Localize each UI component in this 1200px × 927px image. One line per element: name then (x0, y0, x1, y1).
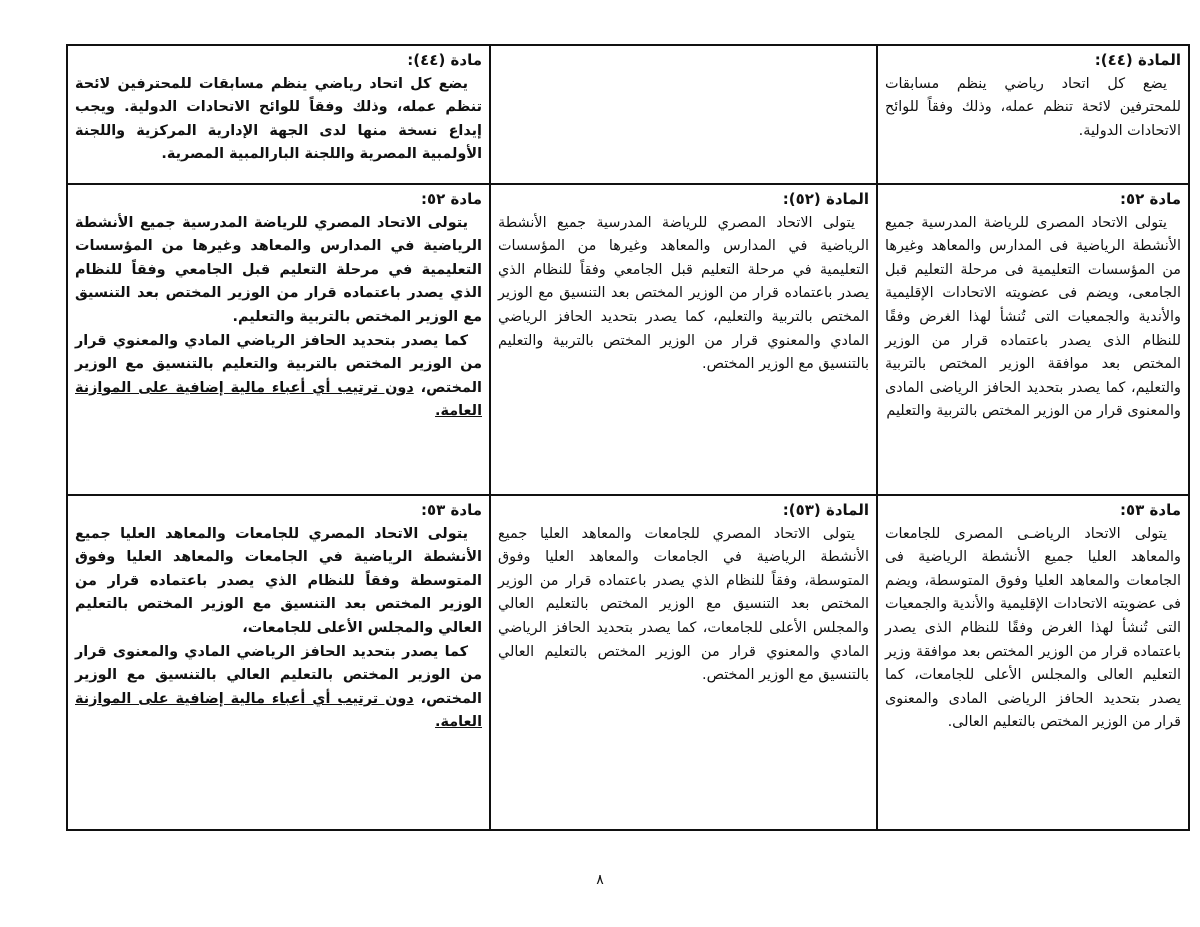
article-heading: مادة ٥٣: (420, 501, 482, 519)
table-row (67, 45, 1189, 184)
article-heading: مادة ٥٣: (1119, 501, 1181, 519)
article-text: يتولى الاتحاد المصري للجامعات والمعاهد العليا جميع الأنشطة الرياضية في الجامعات والمعاهد العليا وفوق المتوسطة وفقاً للنظام الذي يصدر باعتماده قرار من الوزير المختص بعد التنسيق مع الوزير المختص بالتعليم العالي والمجلس الأعلى للجامعات، (75, 525, 482, 636)
cell-final-text (67, 495, 490, 830)
article-text: يتولى الاتحاد المصرى للرياضة المدرسية جميع الأنشطة الرياضية فى المدارس والمعاهد وغيرها من المؤسسات التعليمية فى مرحلة التعليم قبل الجامعى، ويضم فى عضويته الاتحادات الإقليمية والأندية والجمعيات التى تُنشأ لهذا الغرض وفقًا للنظام الذى يصدر باعتماده قرار من الوزير المختص بعد موافقة الوزير المختص بالتربية والتعليم، كما يصدر بتحديد الحافز الرياضى المادى والمعنوى قرار من الوزير المختص بالتربية والتعليم (885, 214, 1181, 420)
article-heading: المادة (٥٣): (782, 501, 869, 519)
cell-final-text (67, 184, 490, 495)
table-row (67, 495, 1189, 830)
article-heading: مادة ٥٢: (1119, 190, 1181, 208)
cell-original-text (877, 45, 1189, 184)
article-heading: المادة (٥٢): (782, 190, 869, 208)
underlined-clause: دون ترتيب أي أعباء مالية إضافية على الموازنة العامة. (75, 379, 482, 420)
article-text: يضع كل اتحاد رياضي ينظم مسابقات للمحترفين لائحة تنظم عمله، وذلك وفقاً للوائح الاتحادات الدولية. ويجب إيداع نسخة منها لدى الجهة الإدارية المركزية واللجنة الأولمبية المصرية واللجنة البارالمبية المصرية. (75, 75, 482, 163)
page-number: ٨ (596, 872, 604, 888)
cell-proposed-text (490, 495, 877, 830)
article-text: يضع كل اتحاد رياضي ينظم مسابقات للمحترفين لائحة تنظم عمله، وذلك وفقاً للوائح الاتحادات الدولية. (885, 75, 1181, 139)
cell-proposed-text (490, 184, 877, 495)
cell-proposed-text (490, 45, 877, 184)
article-text: يتولى الاتحاد المصري للرياضة المدرسية جميع الأنشطة الرياضية في المدارس والمعاهد وغيرها من المؤسسات التعليمية في مرحلة التعليم قبل الجامعي وفقاً للنظام الذي يصدر باعتماده قرار من الوزير المختص بعد التنسيق مع الوزير المختص بالتربية والتعليم. (75, 214, 482, 325)
cell-original-text (877, 495, 1189, 830)
article-text: يتولى الاتحاد المصري للجامعات والمعاهد العليا جميع الأنشطة الرياضية في الجامعات والمعاهد العليا وفوق المتوسطة، وفقاً للنظام الذي يصدر باعتماده قرار من الوزير المختص بعد التنسيق مع الوزير المختص بالتعليم العالي والمجلس الأعلى للجامعات، كما يصدر بتحديد الحافز الرياضي المادي والمعنوي قرار من الوزير المختص بالتعليم العالي بالتنسيق مع الوزير المختص. (498, 525, 869, 684)
article-text: كما يصدر بتحديد الحافز الرياضي المادي والمعنوي قرار من الوزير المختص بالتربية والتعليم بالتنسيق مع الوزير المختص، (75, 332, 482, 396)
comparison-table (66, 44, 1190, 831)
article-heading: مادة (٤٤): (407, 51, 482, 69)
article-heading: المادة (٤٤): (1094, 51, 1181, 69)
article-heading: مادة ٥٢: (420, 190, 482, 208)
article-text: يتولى الاتحاد الرياضـى المصرى للجامعات والمعاهد العليا جميع الأنشطة الرياضية فى الجامعات والمعاهد العليا وفوق المتوسطة، ويضم فى عضويته الاتحادات الإقليمية والأندية والجمعيات التى تُنشأ لهذا الغرض وفقًا للنظام الذى يصدر باعتماده قرار من الوزير المختص بعد موافقة وزير التعليم العالى والمجلس الأعلى للجامعات، كما يصدر بتحديد الحافز الرياضى المادى والمعنوى قرار من الوزير المختص بالتعليم العالى. (885, 525, 1181, 731)
underlined-clause: دون ترتيب أي أعباء مالية إضافية على الموازنة العامة. (75, 690, 482, 731)
article-text: يتولى الاتحاد المصري للرياضة المدرسية جميع الأنشطة الرياضية في المدارس والمعاهد وغيرها من المؤسسات التعليمية في مرحلة التعليم قبل الجامعي وفقاً للنظام الذي يصدر باعتماده قرار من الوزير المختص بعد التنسيق مع الوزير المختص بالتربية والتعليم، كما يصدر بتحديد الحافز الرياضي المادي والمعنوي قرار من الوزير المختص بالتربية والتعليم بالتنسيق مع الوزير المختص. (498, 214, 869, 373)
table-row (67, 184, 1189, 495)
article-text: كما يصدر بتحديد الحافز الرياضي المادي والمعنوى قرار من الوزير المختص بالتعليم العالي بالتنسيق مع الوزير المختص، (75, 643, 482, 707)
cell-final-text (67, 45, 490, 184)
cell-original-text (877, 184, 1189, 495)
